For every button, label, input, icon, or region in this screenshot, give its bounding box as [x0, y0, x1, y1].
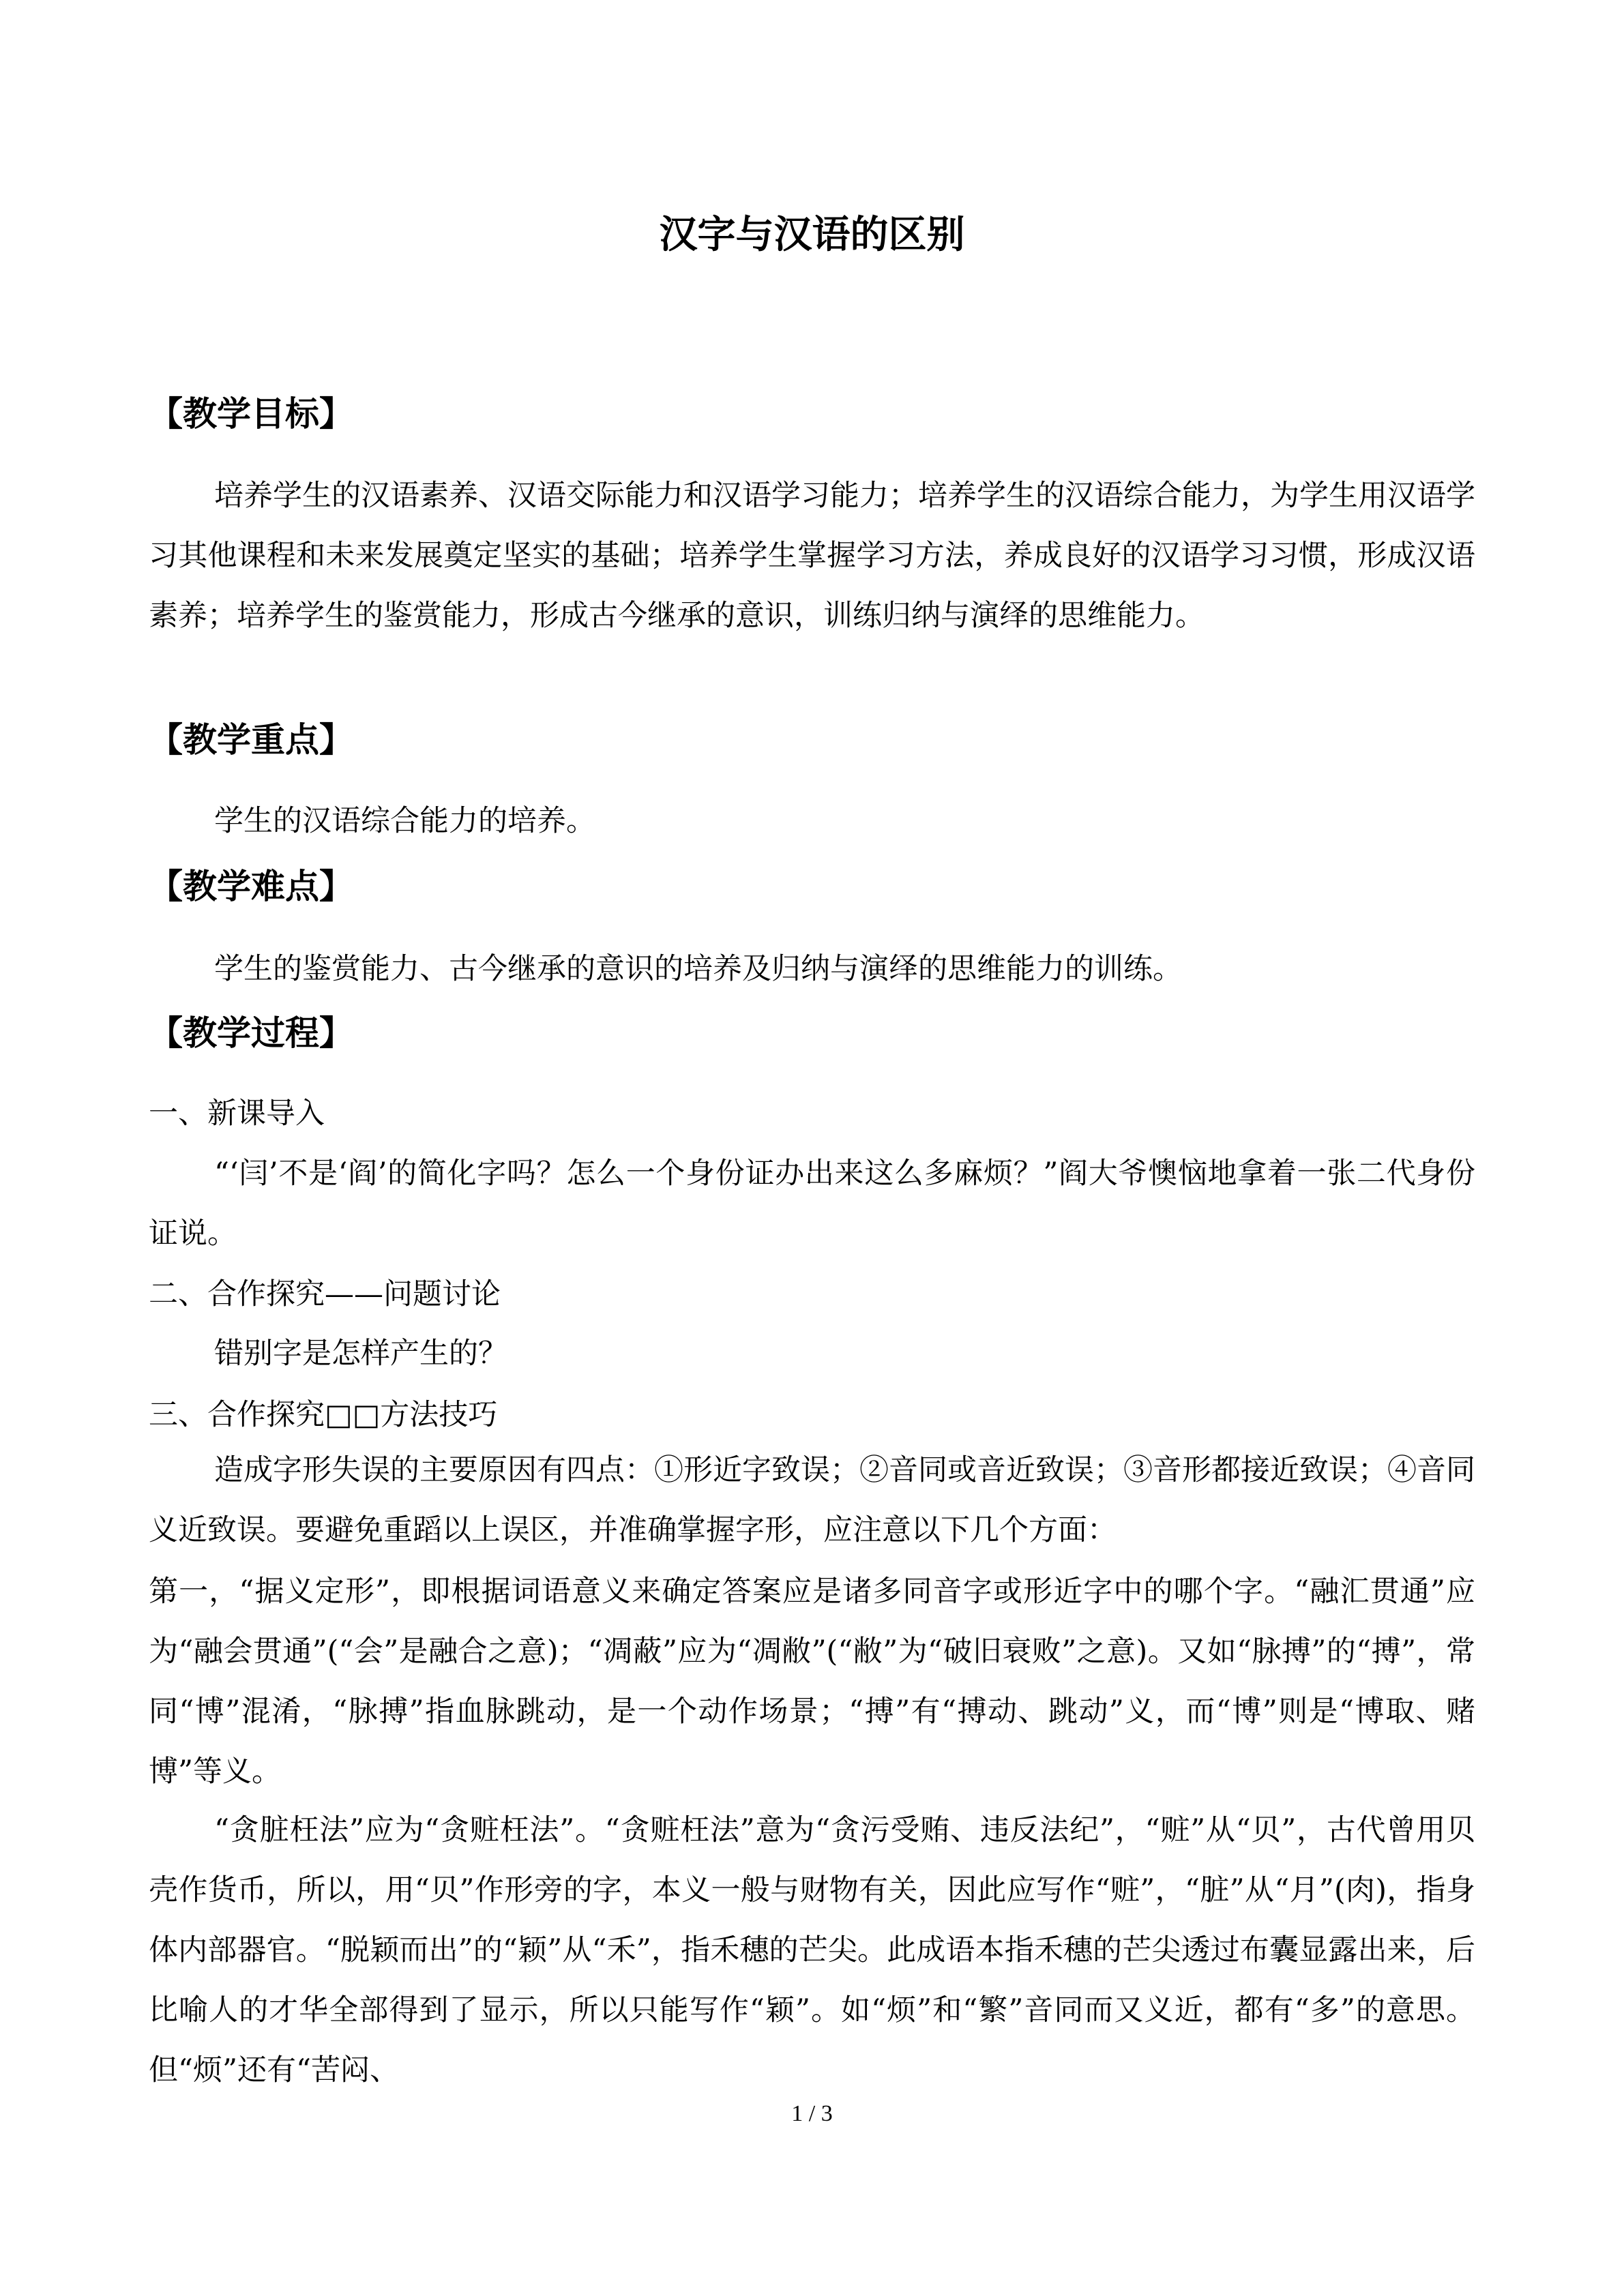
key-points-paragraph: 学生的汉语综合能力的培养。 [214, 804, 595, 838]
step2-question: 错别字是怎样产生的？ [214, 1337, 507, 1371]
page-title: 汉字与汉语的区别 [659, 213, 965, 257]
point2-paragraph: “贪脏枉法”应为“贪赃枉法”。“贪赃枉法”意为“贪污受贿、违反法纪”，“赃”从“贝”，古代曾用贝壳作货币，所以，用“贝”作形旁的字，本义一般与财物有关，因此应写作“赃”，“脏”从“月”(肉)，指身体内部器官。“脱颖而出”的“颖”从“禾”，指禾穗的芒尖。此成语本指禾穗的芒尖透过布囊显露出来，后比喻人的才华全部得到了显示，所以只能写作“颖”。如“烦”和“繁”音同而又义近，都有“多”的意思。但“烦”还有“苦闷、 [149, 1813, 1475, 2087]
step3-title: 三、合作探究□□方法技巧 [149, 1398, 498, 1432]
step2-title: 二、合作探究——问题讨论 [149, 1277, 501, 1311]
page-number: 1 / 3 [791, 2101, 833, 2126]
difficulties-paragraph: 学生的鉴赏能力、古今继承的意识的培养及归纳与演绎的思维能力的训练。 [214, 952, 1182, 986]
step1-paragraph: “‘闫’不是‘阎’的简化字吗？怎么一个身份证办出来这么多麻烦？”阎大爷懊恼地拿着一张二代身份证说。 [149, 1157, 1475, 1251]
heading-objectives: 【教学目标】 [149, 394, 353, 434]
step3-paragraph: 造成字形失误的主要原因有四点：①形近字致误；②音同或音近致误；③音形都接近致误；④音同义近致误。要避免重蹈以上误区，并准确掌握字形，应注意以下几个方面： [149, 1453, 1475, 1547]
objectives-paragraph: 培养学生的汉语素养、汉语交际能力和汉语学习能力；培养学生的汉语综合能力，为学生用汉语学习其他课程和未来发展奠定坚实的基础；培养学生掌握学习方法，养成良好的汉语学习习惯，形成汉语素养；培养学生的鉴赏能力，形成古今继承的意识，训练归纳与演绎的思维能力。 [149, 479, 1475, 633]
heading-process: 【教学过程】 [149, 1013, 353, 1053]
point1-paragraph: 第一，“据义定形”，即根据词语意义来确定答案应是诸多同音字或形近字中的哪个字。“融汇贯通”应为“融会贯通”(“会”是融合之意)；“凋蔽”应为“凋敝”(“敝”为“破旧衰败”之意)。又如“脉搏”的“搏”，常同“博”混淆，“脉搏”指血脉跳动，是一个动作场景；“搏”有“搏动、跳动”义，而“博”则是“博取、赌博”等义。 [149, 1575, 1475, 1789]
heading-difficulties: 【教学难点】 [149, 867, 353, 906]
step1-title: 一、新课导入 [149, 1097, 325, 1131]
heading-key-points: 【教学重点】 [149, 720, 353, 760]
